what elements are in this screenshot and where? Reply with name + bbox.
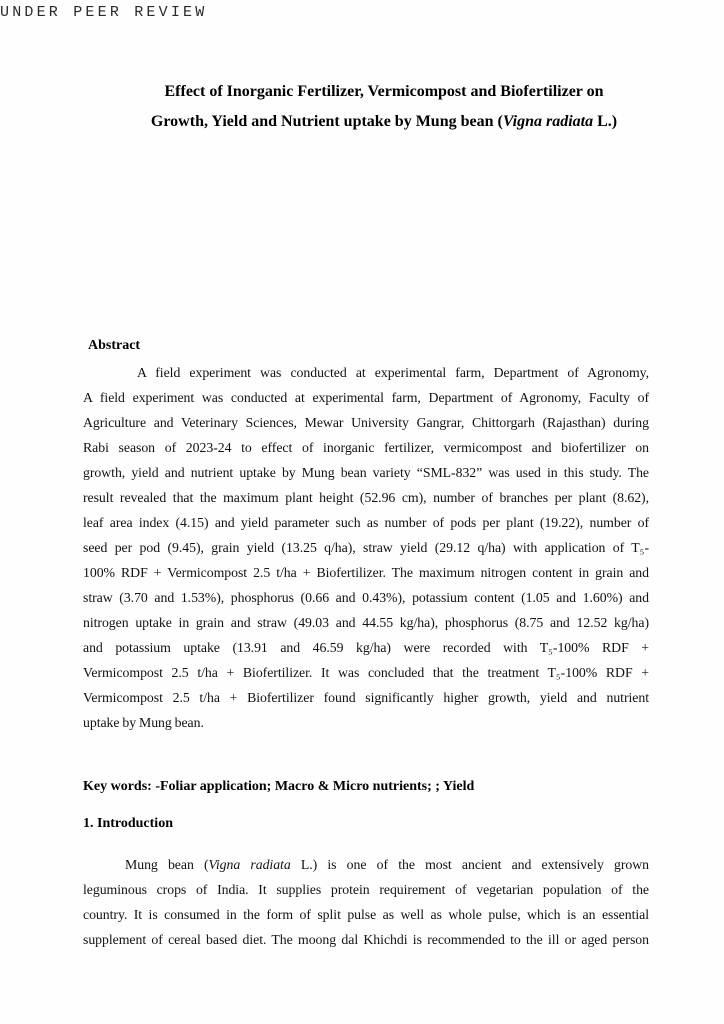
- species-name-italic: Vigna radiata: [208, 857, 291, 872]
- text-line: growth, yield and nutrient uptake by Mung bean variety “SML-832” was used in this study. The: [83, 465, 649, 480]
- text-line: seed per pod (9.45), grain yield (13.25 q/ha), straw yield (29.12 q/ha) with application of T₅-: [83, 540, 649, 555]
- paper-title: [83, 77, 649, 137]
- page-content: [83, 0, 649, 952]
- peer-review-watermark: UNDER PEER REVIEW: [0, 4, 208, 21]
- keywords-line: Key words: -Foliar application; Macro & Micro nutrients; ; Yield: [83, 779, 475, 794]
- text-line: uptake by Mung bean.: [83, 715, 204, 730]
- text-line: leguminous crops of India. It supplies protein requirement of vegetarian population of the: [83, 882, 649, 897]
- text-line: Rabi season of 2023-24 to effect of inorganic fertilizer, vermicompost and biofertilizer on: [83, 440, 649, 455]
- paper-title-line2-suffix: L.): [593, 113, 618, 130]
- text-line: Vermicompost 2.5 t/ha + Biofertilizer found significantly higher growth, yield and nutrient: [83, 690, 649, 705]
- text-line: leaf area index (4.15) and yield parameter such as number of pods per plant (19.22), number of: [83, 515, 649, 530]
- text-line: result revealed that the maximum plant height (52.96 cm), number of branches per plant (8.62),: [83, 490, 649, 505]
- text-line: A field experiment was conducted at experimental farm, Department of Agronomy, Faculty of: [83, 390, 649, 405]
- species-name-italic: Vigna radiata: [502, 113, 594, 130]
- text-line: Vermicompost 2.5 t/ha + Biofertilizer. It was concluded that the treatment T₅-100% RDF +: [83, 665, 649, 680]
- introduction-paragraph: [83, 852, 649, 952]
- paper-title-line2-prefix: Growth, Yield and Nutrient uptake by Mung bean (: [150, 113, 503, 130]
- intro-first-line-suffix: L.) is one of the most ancient and extensively grown: [290, 857, 649, 872]
- intro-first-line-prefix: Mung bean (: [125, 857, 209, 872]
- text-line: nitrogen uptake in grain and straw (49.03 and 44.55 kg/ha), phosphorus (8.75 and 12.52 kg/ha): [83, 615, 649, 630]
- text-line: and potassium uptake (13.91 and 46.59 kg/ha) were recorded with T₅-100% RDF +: [83, 640, 649, 655]
- introduction-first-line: [83, 852, 649, 877]
- abstract-heading: Abstract: [88, 338, 141, 353]
- text-line: 100% RDF + Vermicompost 2.5 t/ha + Biofertilizer. The maximum nitrogen content in grain and: [83, 565, 649, 580]
- abstract-paragraph: [83, 360, 649, 735]
- text-line: straw (3.70 and 1.53%), phosphorus (0.66 and 0.43%), potassium content (1.05 and 1.60%) and: [83, 590, 649, 605]
- text-line: Agriculture and Veterinary Sciences, Mewar University Gangrar, Chittorgarh (Rajasthan) during: [83, 415, 649, 430]
- introduction-heading: 1. Introduction: [83, 816, 173, 831]
- introduction-rest-lines: [83, 877, 649, 952]
- text-line: supplement of cereal based diet. The moong dal Khichdi is recommended to the ill or aged person: [83, 932, 649, 947]
- text-line: country. It is consumed in the form of split pulse as well as whole pulse, which is an essential: [83, 907, 649, 922]
- paper-title-line1: Effect of Inorganic Fertilizer, Vermicompost and Biofertilizer on: [164, 83, 604, 100]
- paper-title-line2: [119, 107, 649, 137]
- text-line: A field experiment was conducted at experimental farm, Department of Agronomy,: [137, 365, 649, 380]
